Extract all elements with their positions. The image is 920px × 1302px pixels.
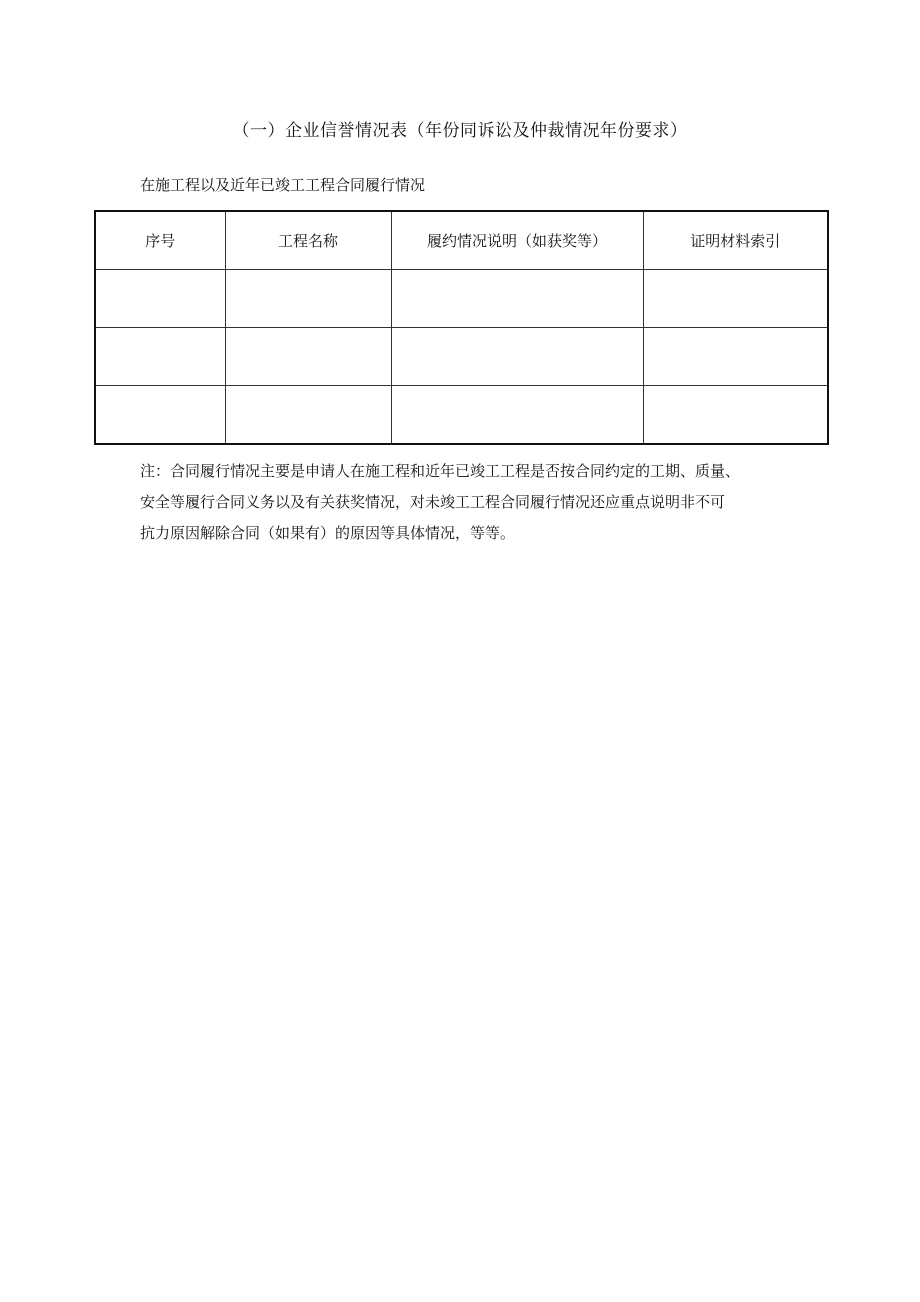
header-serial-number: 序号 [95,211,225,270]
page-title: （一）企业信誉情况表（年份同诉讼及仲裁情况年份要求） [232,121,688,141]
table-cell [225,328,391,386]
header-project-name: 工程名称 [225,211,391,270]
header-evidence-index: 证明材料索引 [643,211,828,270]
table-header-row [95,211,828,270]
note-line: 抗力原因解除合同（如果有）的原因等具体情况，等等。 [140,524,516,542]
note-line: 安全等履行合同义务以及有关获奖情况，对未竣工工程合同履行情况还应重点说明非不可 [140,493,726,511]
contract-performance-table [94,210,829,445]
table-cell [391,328,643,386]
note-paragraph [140,456,800,549]
section-subtitle: 在施工程以及近年已竣工工程合同履行情况 [140,176,426,194]
table-row [95,270,828,328]
header-performance-description: 履约情况说明（如获奖等） [391,211,643,270]
table-cell [95,328,225,386]
table-row [95,386,828,445]
table-row [95,328,828,386]
table-cell [95,386,225,445]
table-cell [95,270,225,328]
table-cell [643,328,828,386]
note-line: 注：合同履行情况主要是申请人在施工程和近年已竣工工程是否按合同约定的工期、质量、 [140,462,741,480]
table-cell [225,386,391,445]
table-cell [643,386,828,445]
table-cell [225,270,391,328]
table-cell [391,386,643,445]
table-cell [391,270,643,328]
table-cell [643,270,828,328]
